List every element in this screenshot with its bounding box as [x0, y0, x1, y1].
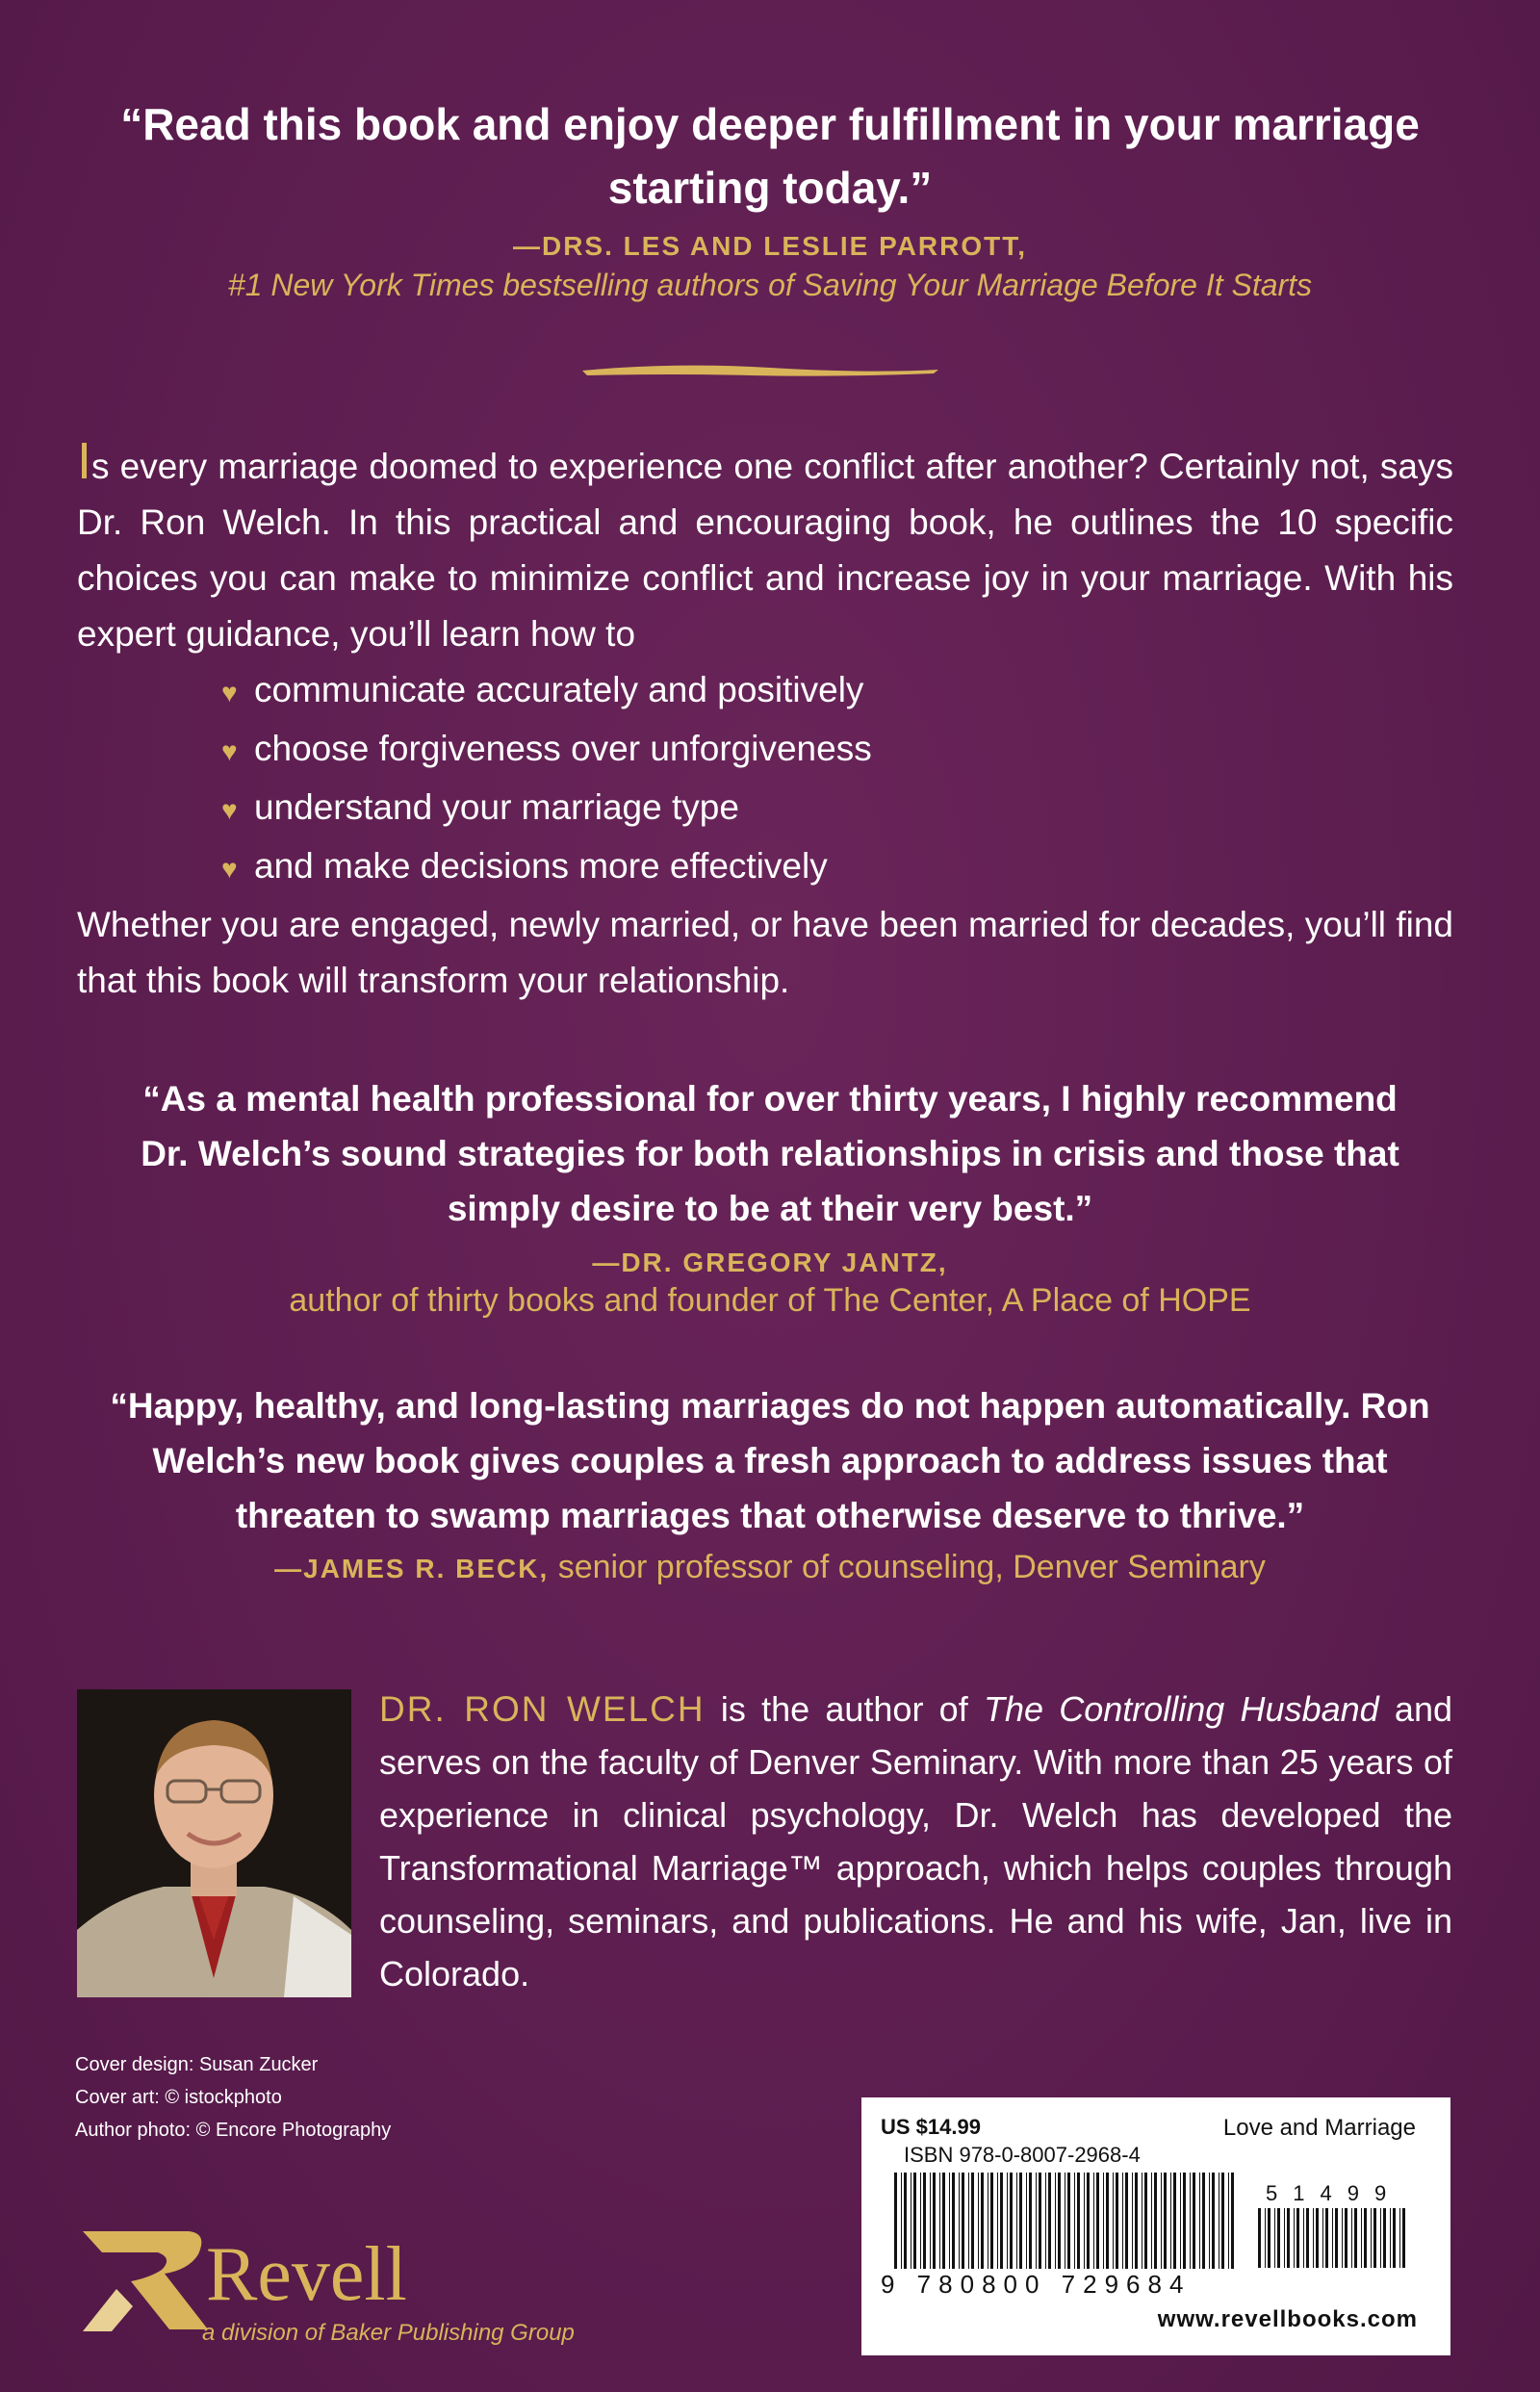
barcode-bar	[1265, 2208, 1266, 2268]
top-quote-text: “Read this book and enjoy deeper fulfillment in your marriage starting today.”	[120, 99, 1420, 213]
barcode-bar	[1268, 2208, 1270, 2268]
middle-quote-credential: author of thirty books and founder of The Center, A Place of HOPE	[289, 1282, 1251, 1319]
author-bio	[379, 1683, 1452, 2000]
barcode-bar	[1067, 2173, 1070, 2269]
barcode-bar	[952, 2173, 955, 2269]
barcode-bar	[968, 2173, 969, 2269]
bottom-quote-credential: senior professor of counseling, Denver Seminary	[557, 1549, 1266, 1585]
barcode-bar	[923, 2173, 926, 2269]
barcode-bar	[1342, 2208, 1343, 2268]
barcode-bar	[1380, 2208, 1381, 2268]
description-intro	[77, 432, 1453, 662]
heart-bullet-icon: ♥	[221, 795, 238, 825]
barcode-panel	[861, 2097, 1450, 2355]
bio-text-after-title: and serves on the faculty of Denver Seminary. With more than 25 years of experience in clinical psychology, Dr. Welch has developed the Transformational Marriage™ approach, which helps couples through counseling, seminars, and publications. He and his wife, Jan, live in Colorado.	[379, 1689, 1452, 1993]
barcode-bar	[1313, 2208, 1314, 2268]
barcode-bar	[1113, 2173, 1114, 2269]
price-addon-barcode	[1256, 2208, 1410, 2268]
bio-text-before-title: is the author of	[720, 1689, 968, 1729]
barcode-bar	[1221, 2173, 1224, 2269]
barcode-bar	[1193, 2173, 1195, 2269]
author-photo	[77, 1689, 351, 1997]
bottom-quote-attribution-line	[87, 1549, 1453, 1586]
barcode-bar	[1039, 2173, 1041, 2269]
list-item-text: communicate accurately and positively	[254, 670, 864, 709]
publisher-subtitle: a division of Baker Publishing Group	[202, 2320, 575, 2346]
barcode-bar	[1231, 2173, 1234, 2269]
credit-line: Author photo: © Encore Photography	[75, 2120, 392, 2141]
heart-bullet-icon: ♥	[221, 854, 238, 884]
list-item	[221, 780, 1453, 838]
heart-bullet-icon: ♥	[221, 736, 238, 766]
barcode-bar	[1393, 2208, 1396, 2268]
barcode-bar	[1036, 2173, 1037, 2269]
barcode-bar	[1228, 2173, 1229, 2269]
barcode-bar	[978, 2173, 979, 2269]
barcode-bar	[1058, 2173, 1061, 2269]
barcode-bar	[1010, 2173, 1013, 2269]
list-item	[221, 662, 1453, 721]
barcode-bar	[1361, 2208, 1362, 2268]
barcode-bar	[1183, 2173, 1186, 2269]
bottom-quote	[87, 1378, 1453, 1586]
barcode-bar	[1390, 2208, 1391, 2268]
barcode-bar	[1048, 2173, 1051, 2269]
barcode-bar	[904, 2173, 907, 2269]
top-quote-credential: #1 New York Times bestselling authors of Saving Your Marriage Before It Starts	[227, 268, 1313, 302]
barcode-bar	[1074, 2173, 1075, 2269]
list-item-text: choose forgiveness over unforgiveness	[254, 729, 872, 768]
barcode-bar	[1096, 2173, 1099, 2269]
credit-line: Cover art: © istockphoto	[75, 2087, 282, 2108]
barcode-bar	[1202, 2173, 1205, 2269]
barcode-bar	[933, 2173, 936, 2269]
barcode-bar	[930, 2173, 931, 2269]
barcode-bar	[942, 2173, 945, 2269]
list-item	[221, 721, 1453, 780]
barcode-bar	[1274, 2208, 1275, 2268]
category-label: Love and Marriage	[1222, 2115, 1416, 2141]
barcode-bar	[920, 2173, 921, 2269]
barcode-bar	[1164, 2173, 1167, 2269]
top-quote-attribution: —DRS. LES AND LESLIE PARROTT,	[512, 231, 1028, 261]
barcode-bar	[894, 2173, 897, 2269]
heart-bullet-icon: ♥	[221, 678, 238, 707]
barcode-bar	[1180, 2173, 1181, 2269]
barcode-bar	[1055, 2173, 1056, 2269]
barcode-bar	[1173, 2173, 1176, 2269]
price-addon-digits: 51499	[1266, 2181, 1402, 2205]
barcode-bar	[1161, 2173, 1162, 2269]
barcode-bar	[1277, 2208, 1280, 2268]
barcode-bar	[913, 2173, 916, 2269]
barcode-bar	[901, 2173, 902, 2269]
isbn-label: ISBN 978-0-8007-2968-4	[904, 2143, 1141, 2167]
barcode-digits: 9 780800 729684	[881, 2270, 1192, 2299]
barcode-bar	[1303, 2208, 1304, 2268]
barcode-bar	[971, 2173, 974, 2269]
barcode-bar	[1284, 2208, 1285, 2268]
barcode-bar	[1258, 2208, 1261, 2268]
list-item	[221, 838, 1453, 897]
barcode-bar	[1296, 2208, 1299, 2268]
barcode-bar	[962, 2173, 964, 2269]
barcode-bar	[1371, 2208, 1372, 2268]
top-quote	[0, 92, 1540, 303]
barcode-bar	[1364, 2208, 1367, 2268]
barcode-bar	[1045, 2173, 1046, 2269]
benefit-list	[221, 662, 1453, 897]
description	[77, 432, 1453, 1009]
middle-quote-attribution: —DR. GREGORY JANTZ,	[592, 1247, 948, 1277]
barcode-bar	[1325, 2208, 1328, 2268]
barcode-bar	[1306, 2208, 1309, 2268]
barcode-bar	[1103, 2173, 1104, 2269]
barcode-bar	[1402, 2208, 1405, 2268]
dropcap: I	[77, 432, 92, 490]
gold-brushstroke-divider	[578, 356, 943, 385]
barcode-bar	[1019, 2173, 1022, 2269]
barcode-bar	[1106, 2173, 1109, 2269]
barcode-bar	[990, 2173, 993, 2269]
publisher-name: Revell	[206, 2232, 407, 2317]
barcode-bar	[1007, 2173, 1008, 2269]
barcode-bar	[949, 2173, 950, 2269]
credit-line: Cover design: Susan Zucker	[75, 2054, 319, 2075]
barcode-bar	[1093, 2173, 1094, 2269]
barcode-bar	[1322, 2208, 1323, 2268]
barcode-bar	[1084, 2173, 1085, 2269]
description-intro-text: s every marriage doomed to experience one conflict after another? Certainly not, says Dr. Ron Welch. In this practical and encouraging book, he outlines the 10 specific choices you can make to minimize conflict and increase joy in your marriage. With his expert guidance, you’ll learn how to	[77, 447, 1453, 654]
barcode-bar	[1122, 2173, 1123, 2269]
barcode-bar	[1399, 2208, 1400, 2268]
barcode-bar	[1029, 2173, 1032, 2269]
barcode-bar	[1316, 2208, 1319, 2268]
barcode-bar	[981, 2173, 984, 2269]
barcode-bar	[1354, 2208, 1357, 2268]
barcode-bar	[1154, 2173, 1157, 2269]
bottom-quote-text: “Happy, healthy, and long-lasting marriages do not happen automatically. Ron Welch’s new book gives couples a fresh approach to address issues that threaten to swamp marriages that otherwise deserve to thrive.”	[110, 1386, 1430, 1535]
barcode-bar	[1190, 2173, 1191, 2269]
barcode-bar	[1087, 2173, 1090, 2269]
barcode-bar	[1000, 2173, 1003, 2269]
barcode-bar	[1373, 2208, 1376, 2268]
barcode-bar	[1135, 2173, 1138, 2269]
list-item-text: understand your marriage type	[254, 787, 739, 827]
barcode-bar	[1199, 2173, 1200, 2269]
description-closing: Whether you are engaged, newly married, or have been married for decades, you’ll find that this book will transform your relationship.	[77, 905, 1453, 1000]
barcode-bar	[1026, 2173, 1027, 2269]
barcode-bar	[939, 2173, 940, 2269]
barcode-bar	[1144, 2173, 1147, 2269]
barcode-bar	[959, 2173, 960, 2269]
barcode-bar	[1335, 2208, 1338, 2268]
barcode-bar	[1345, 2208, 1348, 2268]
barcode-bar	[1209, 2173, 1210, 2269]
barcode-bar	[1132, 2173, 1133, 2269]
list-item-text: and make decisions more effectively	[254, 846, 828, 886]
author-previous-book-title: The Controlling Husband	[983, 1689, 1379, 1729]
publisher-url: www.revellbooks.com	[1157, 2306, 1418, 2332]
barcode-bar	[1170, 2173, 1171, 2269]
barcode-bar	[1077, 2173, 1080, 2269]
bottom-quote-attribution: —JAMES R. BECK,	[274, 1554, 550, 1583]
price-label: US $14.99	[881, 2115, 981, 2139]
barcode-bar	[1125, 2173, 1128, 2269]
barcode-bar	[1287, 2208, 1290, 2268]
barcode-bar	[1332, 2208, 1333, 2268]
middle-quote	[116, 1071, 1424, 1320]
barcode-bar	[997, 2173, 998, 2269]
barcode-bar	[1383, 2208, 1386, 2268]
barcode-bar	[1212, 2173, 1215, 2269]
barcode-bar	[1116, 2173, 1118, 2269]
barcode-bar	[1351, 2208, 1352, 2268]
middle-quote-text: “As a mental health professional for over thirty years, I highly recommend Dr. Welch’s sound strategies for both relationships in crisis and those that simply desire to be at their very best.”	[141, 1079, 1399, 1228]
barcode-bar	[1294, 2208, 1295, 2268]
isbn-barcode	[892, 2173, 1239, 2269]
cover-credits	[75, 2048, 391, 2147]
author-name: DR. RON WELCH	[379, 1689, 706, 1729]
barcode-bar	[1016, 2173, 1017, 2269]
barcode-bar	[1151, 2173, 1152, 2269]
